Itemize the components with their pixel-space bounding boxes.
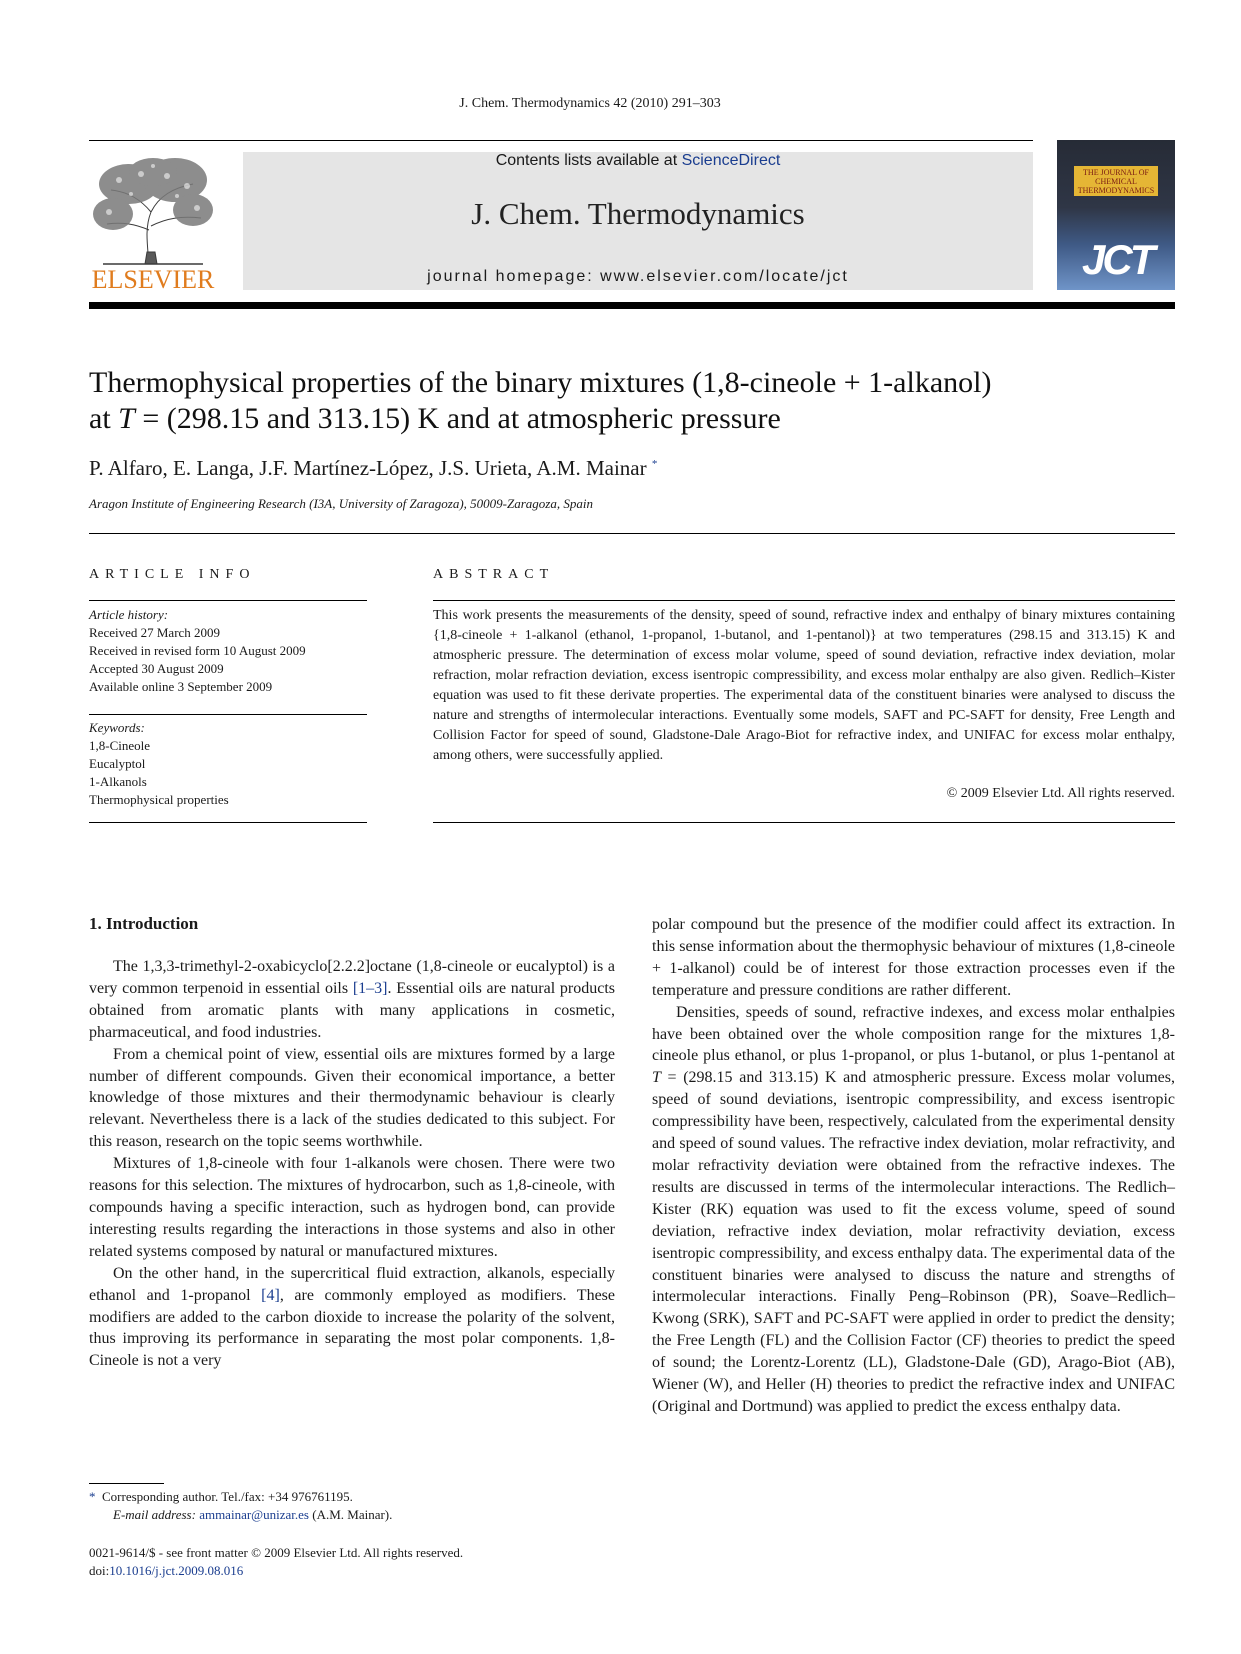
journal-homepage[interactable]: journal homepage: www.elsevier.com/locate/jct xyxy=(427,268,849,285)
email-link[interactable]: ammainar@unizar.es xyxy=(199,1507,309,1522)
paragraph: On the other hand, in the supercritical fluid extraction, alkanols, especially ethanol and 1-propanol [4], are commonly employed as modifiers. These modifiers are added to the carbon dioxide to increase the polarity of the solvent, thus improving its performance in separating the most polar components. 1,8-Cineole is not a very xyxy=(89,1264,615,1370)
cover-label: THE JOURNAL OF CHEMICAL THERMODYNAMICS xyxy=(1074,166,1158,196)
issn-line: 0021-9614/$ - see front matter © 2009 Elsevier Ltd. All rights reserved. xyxy=(89,1545,464,1560)
paragraph: Mixtures of 1,8-cineole with four 1-alkanols were chosen. There were two reasons for this selection. The mixtures of hydrocarbon, such as 1,8-cineole, with compounds having a specific interaction, such as hydrogen bond, can provide interesting results regarding the interactions in those systems and also in other related systems composed by natural or manufactured mixtures. xyxy=(89,1155,615,1260)
doi-line: doi:10.1016/j.jct.2009.08.016 xyxy=(89,1563,244,1578)
paragraph: Densities, speeds of sound, refractive indexes, and excess molar enthalpies have been obtained over the whole composition range for the mixtures 1,8-cineole plus ethanol, or plus 1-propanol, or plus 1-butanol, or plus 1-pentanol at T = (298.15 and 313.15) K and atmospheric pressure. Excess molar volumes, speed of sound deviations, isentropic compressibility, and excess isentropic compressibility have been, respectively, calculated from the experimental density and speed of sound values. The refractive index deviation, molar refractivity, and molar refractivity deviation were obtained from the refractive indexes. The results are discussed in terms of the intermolecular interactions. The Redlich–Kister (RK) equation was used to fit the excess volume, speed of sound deviation, refractive index deviation, molar refractivity deviation, excess isentropic compressibility, and excess enthalpy data. The experimental data of the constituent binaries were analysed to discuss the nature and strengths of intermolecular interactions. Finally Peng–Robinson (PR), Soave–Redlich–Kwong (SRK), SAFT and PC-SAFT were applied in order to predict the density; the Free Length (FL) and the Collision Factor (CF) theories to predict the speed of sound; the Lorentz-Lorentz (LL), Gladstone-Dale (GD), Arago-Biot (AB), Wiener (W), and Heller (H) theories to predict the refractive index and UNIFAC (Original and Dortmund) was applied to predict the excess enthalpy data. xyxy=(652,1003,1175,1415)
body-column-left xyxy=(89,956,615,1372)
keyword: 1-Alkanols xyxy=(89,774,147,789)
paper-title xyxy=(89,365,1169,437)
title-line-1: Thermophysical properties of the binary mixtures (1,8-cineole + 1-alkanol) xyxy=(89,366,992,399)
keyword: Eucalyptol xyxy=(89,756,146,771)
footnote xyxy=(89,1488,609,1524)
journal-cover xyxy=(1057,140,1175,290)
journal-title: J. Chem. Thermodynamics xyxy=(471,196,805,231)
keyword: Thermophysical properties xyxy=(89,792,229,807)
paragraph: From a chemical point of view, essential oils are mixtures formed by a large number of different compounds. Given their economical importance, a better knowledge of those mixtures and their thermodynamic behaviour is clearly relevant. Nevertheless there is a lack of the studies dedicated to this subject. For this reason, research on the topic seems worthwhile. xyxy=(89,1045,615,1151)
history-label: Article history: xyxy=(89,607,169,622)
header-thick-rule xyxy=(89,302,1175,309)
sciencedirect-link[interactable]: ScienceDirect xyxy=(681,152,781,169)
article-history xyxy=(89,606,367,696)
abstract-heading: ABSTRACT xyxy=(433,567,555,582)
front-matter xyxy=(89,1544,609,1580)
keyword: 1,8-Cineole xyxy=(89,738,151,753)
paragraph: The 1,3,3-trimethyl-2-oxabicyclo[2.2.2]octane (1,8-cineole or eucalyptol) is a very common terpenoid in essential oils [1–3]. Essential oils are natural products obtained from aromatic plants with many applications in cosmetic, pharmaceutical, and food industries. xyxy=(89,958,615,1041)
history-item: Received 27 March 2009 xyxy=(89,625,221,640)
abstract-rule xyxy=(433,822,1175,823)
history-item: Accepted 30 August 2009 xyxy=(89,661,224,676)
reference-link[interactable]: [4] xyxy=(261,1286,280,1304)
section-heading: 1. Introduction xyxy=(89,914,199,933)
author-list: P. Alfaro, E. Langa, J.F. Martínez-López, J.S. Urieta, A.M. Mainar * xyxy=(89,456,658,480)
history-item: Available online 3 September 2009 xyxy=(89,679,273,694)
article-info-rule xyxy=(89,600,367,601)
journal-citation: J. Chem. Thermodynamics 42 (2010) 291–303 xyxy=(459,96,721,111)
article-info-rule xyxy=(89,714,367,715)
publisher-logo xyxy=(89,152,217,292)
journal-banner xyxy=(243,152,1033,290)
history-item: Received in revised form 10 August 2009 xyxy=(89,643,306,658)
elsevier-tree-icon xyxy=(89,152,217,292)
paragraph: polar compound but the presence of the modifier could affect its extraction. In this sense information about the thermophysic behaviour of mixtures (1,8-cineole + 1-alkanol) could be of interest for those extraction processes even if the temperature and pressure conditions are rather different. xyxy=(652,916,1175,999)
abstract-rule xyxy=(433,600,1175,601)
affiliation-rule xyxy=(89,533,1175,534)
reference-link[interactable]: [1–3] xyxy=(352,979,388,997)
corresponding-author-mark[interactable]: * xyxy=(651,458,658,470)
copyright-notice: © 2009 Elsevier Ltd. All rights reserved. xyxy=(946,786,1175,801)
header-rule xyxy=(89,140,1033,141)
title-line-2: at T = (298.15 and 313.15) K and at atmospheric pressure xyxy=(89,402,781,435)
footnote-line: * Corresponding author. Tel./fax: +34 976761195. xyxy=(89,1489,353,1504)
affiliation: Aragon Institute of Engineering Research (I3A, University of Zaragoza), 50009-Zaragoza, Spain xyxy=(89,496,593,511)
keywords xyxy=(89,719,367,809)
footnote-rule xyxy=(89,1483,164,1484)
cover-mark: JCT xyxy=(1082,236,1153,283)
keywords-label: Keywords: xyxy=(89,720,145,735)
doi-link[interactable]: 10.1016/j.jct.2009.08.016 xyxy=(109,1563,244,1578)
article-info-rule xyxy=(89,822,367,823)
contents-line: Contents lists available at ScienceDirect xyxy=(495,152,781,169)
publisher-name: ELSEVIER xyxy=(91,265,215,292)
article-info-heading: ARTICLE INFO xyxy=(89,567,256,582)
abstract-text: This work presents the measurements of the density, speed of sound, refractive index and enthalpy of binary mixtures containing {1,8-cineole + 1-alkanol (ethanol, 1-propanol, 1-butanol, and 1-pentanol)} at two temperatures (298.15 and 313.15) K and atmospheric pressure. The determination of excess molar volume, speed of sound deviation, refractive index deviation, molar refraction, molar refraction deviation, excess isentropic compressibility, and excess molar enthalpy are also given. Redlich–Kister equation was used to fit these derivate properties. The experimental data of the constituent binaries were analysed to discuss the nature and strengths of intermolecular interactions. Eventually some models, SAFT and PC-SAFT for density, Free Length and Collision Factor for speed of sound, Gladstone-Dale Arago-Biot for refractive index, and UNIFAC for excess molar enthalpy, among others, were successfully applied. xyxy=(433,608,1175,763)
body-column-right xyxy=(652,914,1175,1418)
footnote-email-line: E-mail address: ammainar@unizar.es (A.M. Mainar). xyxy=(113,1507,393,1522)
